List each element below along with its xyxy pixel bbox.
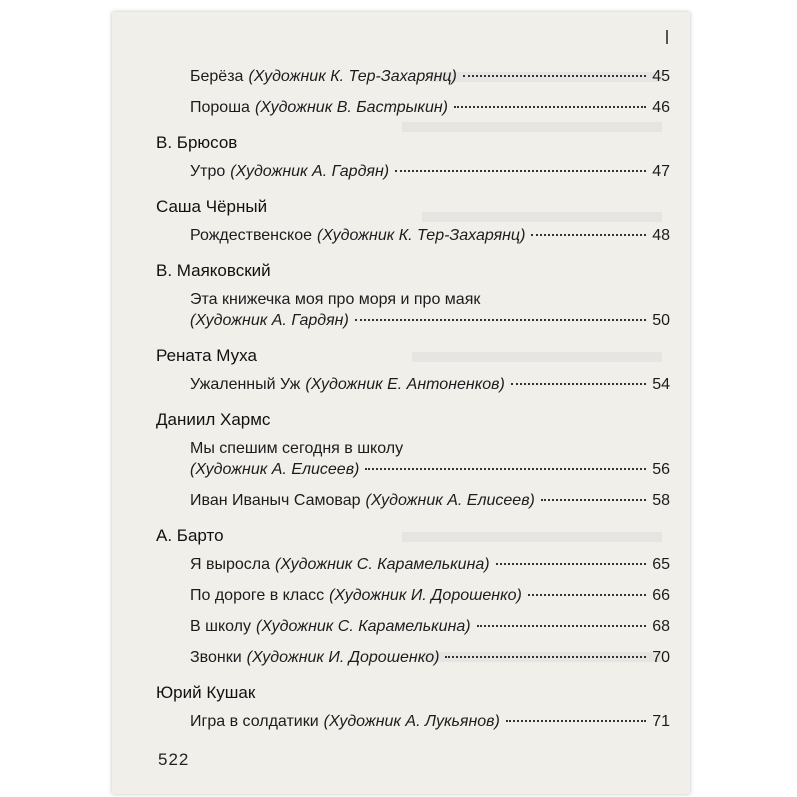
author-heading: А. Барто: [156, 526, 224, 545]
entry-page: 65: [652, 556, 670, 573]
toc-entry: [190, 225, 670, 246]
entry-artist: (Художник К. Тер-Захарянц): [248, 68, 457, 85]
author-heading: Рената Муха: [156, 346, 257, 365]
entry-artist: (Художник С. Карамелькина): [275, 556, 490, 573]
toc-entry: [190, 554, 670, 575]
entry-artist: (Художник И. Дорошенко): [246, 649, 440, 666]
entry-artist: (Художник К. Тер-Захарянц): [316, 227, 526, 244]
entry-title: Мы спешим сегодня в школу: [190, 440, 404, 457]
dot-leader: [355, 319, 646, 321]
author-heading: Саша Чёрный: [156, 197, 268, 216]
corner-mark: [666, 30, 668, 44]
toc-entry: [190, 616, 670, 637]
entry-page: 50: [652, 312, 670, 329]
entry-title: Рождественское: [190, 227, 312, 244]
toc-entry: [190, 289, 670, 331]
entry-title: Эта книжечка моя про моря и про маяк: [190, 291, 481, 308]
toc-entry: [190, 374, 670, 395]
book-page: [112, 12, 690, 794]
dot-leader: [531, 234, 646, 236]
entry-page: 58: [652, 492, 670, 509]
entry-title: Берёза: [190, 68, 244, 85]
entry-page: 45: [652, 68, 670, 85]
toc-section: [156, 410, 676, 511]
dot-leader: [506, 720, 646, 722]
toc-entry: [190, 711, 670, 732]
entry-title: Ужаленный Уж: [190, 376, 301, 393]
entry-artist: (Художник А. Лукьянов): [323, 713, 500, 730]
entry-page: 46: [652, 99, 670, 116]
entry-title: Звонки: [190, 649, 242, 666]
table-of-contents: [156, 66, 676, 742]
entry-artist: (Художник А. Гардян): [190, 312, 349, 329]
author-heading: В. Брюсов: [156, 133, 238, 152]
dot-leader: [365, 468, 646, 470]
toc-entry: [190, 161, 670, 182]
dot-leader: [445, 656, 646, 658]
entry-title: В школу: [190, 618, 252, 635]
toc-section: [156, 683, 676, 732]
toc-entry: [190, 490, 670, 511]
entry-page: 71: [652, 713, 670, 730]
entry-title: Я выросла: [190, 556, 271, 573]
author-heading: Юрий Кушак: [156, 683, 256, 702]
entry-title: Пороша: [190, 99, 250, 116]
toc-section: [156, 197, 676, 246]
entry-page: 54: [652, 376, 670, 393]
entry-page: 48: [652, 227, 670, 244]
toc-section: [156, 133, 676, 182]
dot-leader: [395, 170, 646, 172]
dot-leader: [511, 383, 646, 385]
entry-page: 70: [652, 649, 670, 666]
toc-section: [156, 346, 676, 395]
dot-leader: [496, 563, 647, 565]
dot-leader: [454, 106, 646, 108]
entry-page: 68: [652, 618, 670, 635]
dot-leader: [477, 625, 647, 627]
entry-artist: (Художник А. Елисеев): [190, 461, 360, 478]
entry-artist: (Художник И. Дорошенко): [329, 587, 522, 604]
entry-artist: (Художник А. Гардян): [230, 163, 390, 180]
dot-leader: [528, 594, 646, 596]
entry-page: 56: [652, 461, 670, 478]
toc-entry: [190, 66, 670, 87]
entry-artist: (Художник А. Елисеев): [365, 492, 535, 509]
toc-section: [156, 66, 676, 118]
toc-entry: [190, 585, 670, 606]
toc-entry: [190, 438, 670, 480]
author-heading: В. Маяковский: [156, 261, 271, 280]
toc-entry: [190, 97, 670, 118]
entry-artist: (Художник Е. Антоненков): [305, 376, 505, 393]
dot-leader: [463, 75, 646, 77]
entry-title: Иван Иваныч Самовар: [190, 492, 361, 509]
entry-artist: (Художник В. Бастрыкин): [254, 99, 448, 116]
page-number: 522: [158, 750, 190, 769]
toc-section: [156, 261, 676, 331]
entry-title: Игра в солдатики: [190, 713, 319, 730]
toc-entry: [190, 647, 670, 668]
dot-leader: [541, 499, 646, 501]
entry-title: Утро: [190, 163, 226, 180]
toc-section: [156, 526, 676, 668]
entry-page: 47: [652, 163, 670, 180]
entry-title: По дороге в класс: [190, 587, 325, 604]
author-heading: Даниил Хармс: [156, 410, 271, 429]
entry-artist: (Художник С. Карамелькина): [256, 618, 471, 635]
entry-page: 66: [652, 587, 670, 604]
